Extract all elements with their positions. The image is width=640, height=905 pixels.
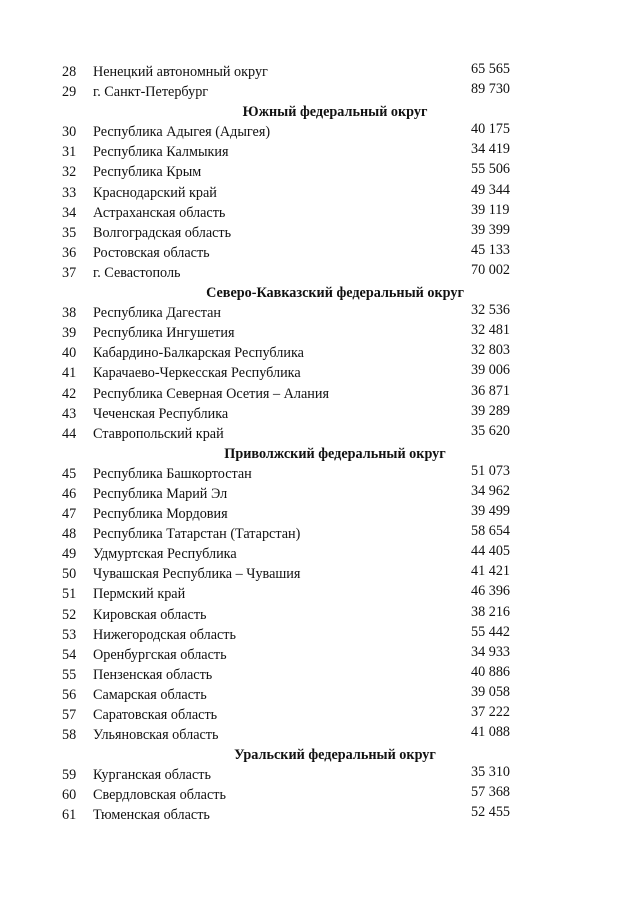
region-name: Оренбургская область (93, 646, 227, 663)
table-row (0, 524, 640, 544)
region-value: 34 962 (471, 482, 511, 499)
region-value: 41 421 (471, 563, 511, 580)
table-row (0, 323, 640, 343)
table-row (0, 785, 640, 805)
region-name: Удмуртская Республика (93, 546, 237, 563)
region-value: 32 481 (471, 322, 511, 339)
row-number: 48 (62, 526, 77, 543)
region-value: 39 119 (471, 201, 510, 218)
row-number: 46 (62, 485, 77, 502)
region-name: Саратовская область (93, 707, 218, 723)
region-value: 39 006 (471, 362, 511, 379)
table-row (0, 142, 640, 162)
table-row (0, 122, 640, 142)
table-row (0, 363, 640, 383)
table-row (0, 303, 640, 323)
region-value: 32 803 (471, 342, 511, 359)
region-value: 40 886 (471, 663, 511, 680)
table-row (0, 243, 640, 263)
region-name: Краснодарский край (93, 184, 217, 201)
region-name: Республика Крым (93, 164, 202, 181)
row-number: 55 (62, 666, 77, 683)
region-name: Чувашская Республика – Чувашия (93, 566, 301, 583)
row-number: 31 (62, 144, 77, 161)
region-name: Ставропольский край (93, 425, 224, 442)
region-name: Республика Мордовия (93, 506, 228, 523)
table-row (0, 765, 640, 785)
row-number: 47 (62, 506, 77, 523)
region-name: Пермский край (93, 586, 186, 603)
region-name: Кировская область (93, 606, 207, 623)
region-value: 51 073 (471, 462, 511, 479)
region-value: 49 344 (471, 181, 511, 198)
table-row (0, 564, 640, 584)
row-number: 36 (62, 244, 77, 261)
table-row (0, 484, 640, 504)
row-number: 53 (62, 626, 77, 643)
region-value: 58 654 (471, 523, 511, 540)
table-row (0, 263, 640, 283)
table-row (0, 625, 640, 645)
table-row (0, 384, 640, 404)
region-value: 35 310 (471, 764, 511, 781)
table-row (0, 82, 640, 102)
region-value: 39 499 (471, 503, 511, 520)
region-value: 39 058 (471, 683, 511, 700)
region-name: Пензенская область (93, 666, 213, 683)
region-name: г. Санкт-Петербург (93, 84, 209, 101)
table-row (0, 504, 640, 524)
table-row (0, 183, 640, 203)
row-number: 38 (62, 305, 77, 322)
row-number: 33 (62, 184, 77, 201)
region-name: Республика Дагестан (93, 305, 222, 322)
row-number: 32 (62, 164, 77, 181)
region-value: 35 620 (471, 422, 511, 439)
region-value: 36 871 (471, 382, 511, 399)
table-row (0, 605, 640, 625)
region-name: Нижегородская область (93, 626, 236, 643)
region-name: Ульяновская область (93, 727, 219, 744)
table-row (0, 725, 640, 745)
row-number: 58 (62, 727, 77, 744)
table-row (0, 544, 640, 564)
table-row (0, 424, 640, 444)
region-name: Самарская область (93, 686, 207, 703)
row-number: 56 (62, 686, 77, 703)
region-name: Свердловская область (93, 787, 226, 804)
table-row (0, 464, 640, 484)
region-value: 39 399 (471, 221, 511, 238)
district-header: Уральский федеральный округ (234, 747, 436, 764)
region-name: Чеченская Республика (93, 405, 229, 422)
region-name: Республика Адыгея (Адыгея) (93, 124, 271, 141)
row-number: 59 (62, 767, 77, 784)
table-row (0, 404, 640, 424)
region-value: 34 419 (471, 141, 511, 158)
row-number: 44 (62, 425, 77, 442)
document-table (0, 62, 640, 826)
table-row (0, 705, 640, 725)
region-value: 55 442 (471, 623, 511, 640)
table-row (0, 343, 640, 363)
row-number: 51 (62, 586, 77, 603)
table-row (0, 203, 640, 223)
region-name: Республика Калмыкия (93, 144, 229, 161)
region-name: Волгоградская область (93, 224, 232, 241)
region-value: 52 455 (471, 804, 511, 821)
row-number: 40 (62, 345, 77, 362)
row-number: 57 (62, 707, 77, 723)
row-number: 45 (62, 465, 77, 482)
table-row (0, 645, 640, 665)
region-value: 34 933 (471, 643, 511, 660)
region-name: Тюменская область (93, 807, 210, 824)
row-number: 28 (62, 64, 77, 80)
region-name: Астраханская область (93, 204, 226, 221)
region-value: 32 536 (471, 302, 511, 319)
region-name: г. Севастополь (93, 264, 181, 281)
table-row (0, 805, 640, 825)
row-number: 52 (62, 606, 77, 623)
region-value: 37 222 (471, 704, 511, 720)
region-value: 39 289 (471, 402, 511, 419)
region-name: Республика Татарстан (Татарстан) (93, 526, 301, 543)
region-name: Республика Башкортостан (93, 465, 252, 482)
row-number: 39 (62, 325, 77, 342)
table-row (0, 62, 640, 82)
region-name: Ростовская область (93, 244, 210, 261)
row-number: 50 (62, 566, 77, 583)
row-number: 42 (62, 385, 77, 402)
region-value: 70 002 (471, 261, 511, 278)
region-value: 41 088 (471, 724, 511, 741)
row-number: 34 (62, 204, 77, 221)
row-number: 29 (62, 84, 77, 101)
row-number: 35 (62, 224, 77, 241)
district-header: Приволжский федеральный округ (224, 445, 446, 462)
region-value: 89 730 (471, 81, 511, 98)
region-value: 40 175 (471, 121, 511, 138)
district-header: Южный федеральный округ (242, 104, 428, 121)
region-name: Республика Марий Эл (93, 485, 228, 502)
row-number: 30 (62, 124, 77, 141)
region-value: 44 405 (471, 543, 511, 560)
district-header: Северо-Кавказский федеральный округ (206, 285, 464, 302)
region-name: Кабардино-Балкарская Республика (93, 345, 304, 362)
row-number: 41 (62, 365, 77, 382)
region-name: Курганская область (93, 767, 211, 784)
region-name: Республика Северная Осетия – Алания (93, 385, 329, 402)
row-number: 54 (62, 646, 77, 663)
table-row (0, 665, 640, 685)
region-value: 38 216 (471, 603, 511, 620)
table-row (0, 162, 640, 182)
row-number: 37 (62, 264, 77, 281)
region-value: 46 396 (471, 583, 511, 600)
row-number: 60 (62, 787, 77, 804)
region-name: Ненецкий автономный округ (93, 64, 268, 80)
region-value: 45 133 (471, 241, 511, 258)
region-value: 57 368 (471, 784, 511, 801)
row-number: 43 (62, 405, 77, 422)
table-row (0, 685, 640, 705)
region-name: Карачаево-Черкесская Республика (93, 365, 301, 382)
row-number: 49 (62, 546, 77, 563)
table-row (0, 584, 640, 604)
region-value: 65 565 (471, 61, 511, 77)
region-name: Республика Ингушетия (93, 325, 235, 342)
table-row (0, 223, 640, 243)
region-value: 55 506 (471, 161, 511, 178)
row-number: 61 (62, 807, 77, 824)
